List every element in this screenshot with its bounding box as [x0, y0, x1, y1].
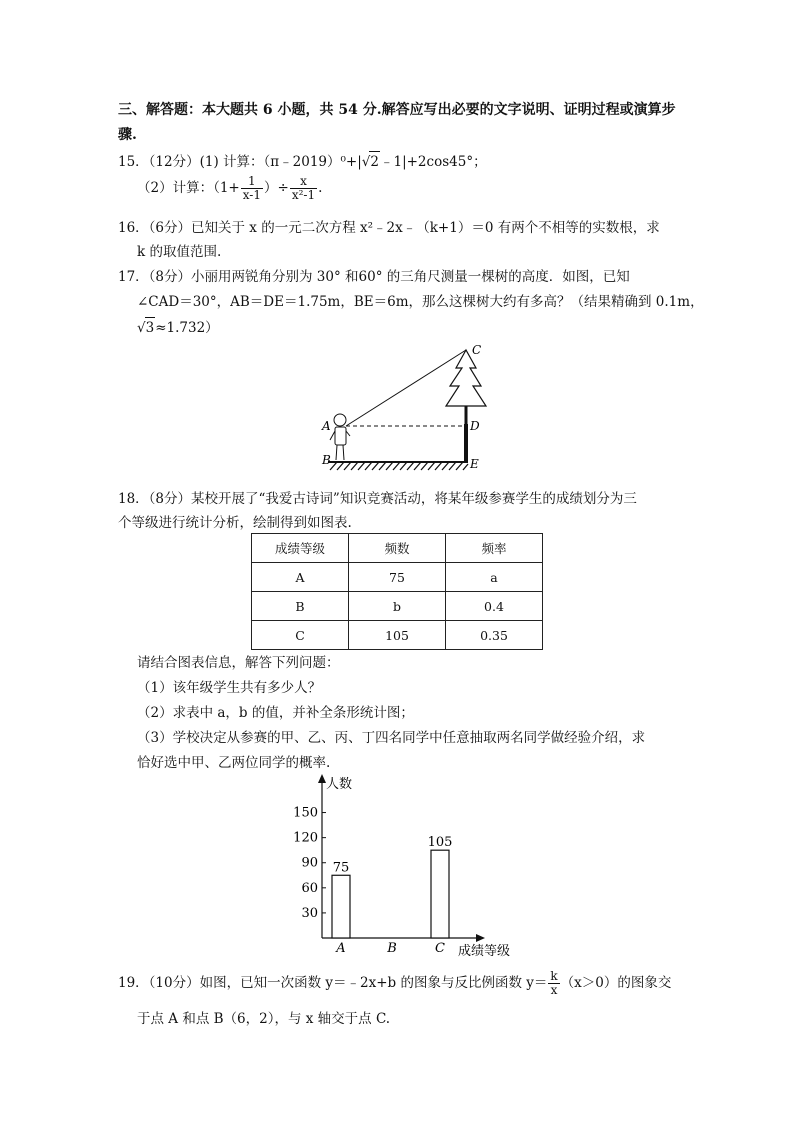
question-17-cont: ∠CAD＝30°，AB＝DE＝1.75m，BE＝6m，那么这棵树大约有多高？（结果精确到 0.1m， — [137, 294, 704, 310]
label-A: A — [322, 419, 331, 433]
y-tick-label: 150 — [293, 805, 318, 821]
label-C: C — [472, 343, 482, 357]
question-17-cont2 — [137, 317, 219, 338]
section-heading: 三、解答题：本大题共 6 小题，共 54 分.解答应写出必要的文字说明、证明过程或演算步 — [118, 102, 676, 118]
question-16: 16．（6分）已知关于 x 的一元二次方程 x²﹣2x﹣（k+1）＝0 有两个不相等的实数根，求 — [118, 220, 660, 236]
table-header-cell: 成绩等级 — [252, 534, 349, 563]
ground-hatching — [330, 462, 468, 470]
table-cell: 105 — [349, 621, 446, 650]
bar-A — [332, 875, 350, 938]
x-tick-label: C — [435, 941, 445, 956]
question-15-part2 — [137, 174, 322, 202]
question-15 — [118, 151, 487, 172]
q19-text-end: （x＞0）的图象交 — [560, 975, 672, 991]
q18-prompt: 请结合图表信息，解答下列问题： — [137, 655, 340, 671]
q18-sub3-cont: 恰好选中甲、乙两位同学的概率. — [137, 755, 331, 771]
frac-denominator: x — [548, 983, 559, 997]
tree-measurement-figure — [310, 338, 500, 473]
y-tick-label: 60 — [301, 880, 318, 896]
table-row — [252, 563, 543, 592]
question-17: 17．（8分）小丽用两锐角分别为 30° 和60° 的三角尺测量一棵树的高度．如图，已知 — [118, 269, 630, 285]
q18-sub1: （1）该年级学生共有多少人？ — [137, 680, 322, 696]
table-cell: 0.35 — [446, 621, 543, 650]
x-axis-arrow — [476, 934, 485, 942]
q15-part2-end: . — [318, 180, 323, 196]
y-axis-label: 人数 — [326, 777, 353, 792]
grade-frequency-table — [251, 533, 543, 650]
bar-data-label: 105 — [427, 835, 453, 851]
q15-fraction-1 — [241, 175, 263, 202]
table-row — [252, 592, 543, 621]
q19-text: 19．（10分）如图，已知一次函数 y＝﹣2x+b 的图象与反比例函数 y＝ — [118, 975, 548, 991]
pine-tree-icon — [446, 350, 486, 424]
table-header-cell: 频率 — [446, 534, 543, 563]
x-axis-label: 成绩等级 — [458, 944, 511, 959]
label-B: B — [322, 453, 331, 467]
y-tick-label: 90 — [301, 855, 318, 871]
frac-denominator: x²-1 — [291, 188, 316, 202]
grade-bar-chart — [280, 770, 530, 960]
x-tick-label: B — [387, 941, 397, 956]
sqrt-symbol: √ — [137, 320, 146, 336]
table-row — [252, 621, 543, 650]
question-18: 18．（8分）某校开展了“我爱古诗词”知识竞赛活动，将某年级参赛学生的成绩划分为三 — [118, 491, 637, 507]
q17-approx: ≈1.732） — [155, 320, 219, 336]
table-cell: B — [252, 592, 349, 621]
chart-marks — [293, 806, 452, 956]
y-tick-label: 120 — [293, 830, 318, 846]
table-cell: b — [349, 592, 446, 621]
frac-numerator: 1 — [248, 174, 256, 188]
table-header-cell: 频数 — [349, 534, 446, 563]
question-18-cont: 个等级进行统计分析，绘制得到如图表. — [118, 515, 352, 531]
frac-numerator: x — [300, 174, 307, 188]
table-cell: A — [252, 563, 349, 592]
y-tick-label: 30 — [301, 905, 318, 921]
person-icon — [330, 414, 350, 460]
q15-sqrt-value: 2 — [369, 151, 380, 172]
x-tick-label: A — [336, 941, 346, 956]
q15-part2-pre: （2）计算：（1+ — [137, 180, 240, 196]
q18-sub2: （2）求表中 a，b 的值，并补全条形统计图； — [137, 705, 414, 721]
q19-fraction — [548, 970, 559, 997]
label-E: E — [470, 457, 479, 471]
bar-data-label: 75 — [332, 860, 350, 876]
question-19-cont: 于点 A 和点 B（6，2），与 x 轴交于点 C. — [137, 1011, 391, 1027]
q17-sqrt-value: 3 — [145, 317, 156, 338]
line-AC — [346, 350, 466, 426]
q18-sub3: （3）学校决定从参赛的甲、乙、丙、丁四名同学中任意抽取两名同学做经验介绍，求 — [137, 730, 646, 746]
q15-fraction-2 — [290, 175, 317, 202]
q15-part2-mid: ）÷ — [264, 180, 289, 196]
frac-numerator: k — [550, 969, 558, 983]
q15-part1-text: 15．（12分）(1) 计算：（π﹣2019）⁰+| — [118, 154, 362, 170]
y-axis-arrow — [318, 774, 326, 783]
sqrt-symbol: √ — [361, 154, 371, 170]
bar-C — [431, 850, 449, 938]
q15-part1-end: ﹣1|+2cos45°； — [379, 154, 487, 170]
table-cell: C — [252, 621, 349, 650]
question-16-cont: k 的取值范围. — [137, 244, 222, 260]
table-cell: a — [446, 563, 543, 592]
question-19 — [118, 969, 671, 997]
label-D: D — [470, 419, 480, 433]
table-cell: 0.4 — [446, 592, 543, 621]
table-cell: 75 — [349, 563, 446, 592]
frac-denominator: x-1 — [242, 188, 261, 202]
table-header-row — [252, 534, 543, 563]
section-heading-cont: 骤. — [118, 127, 137, 143]
